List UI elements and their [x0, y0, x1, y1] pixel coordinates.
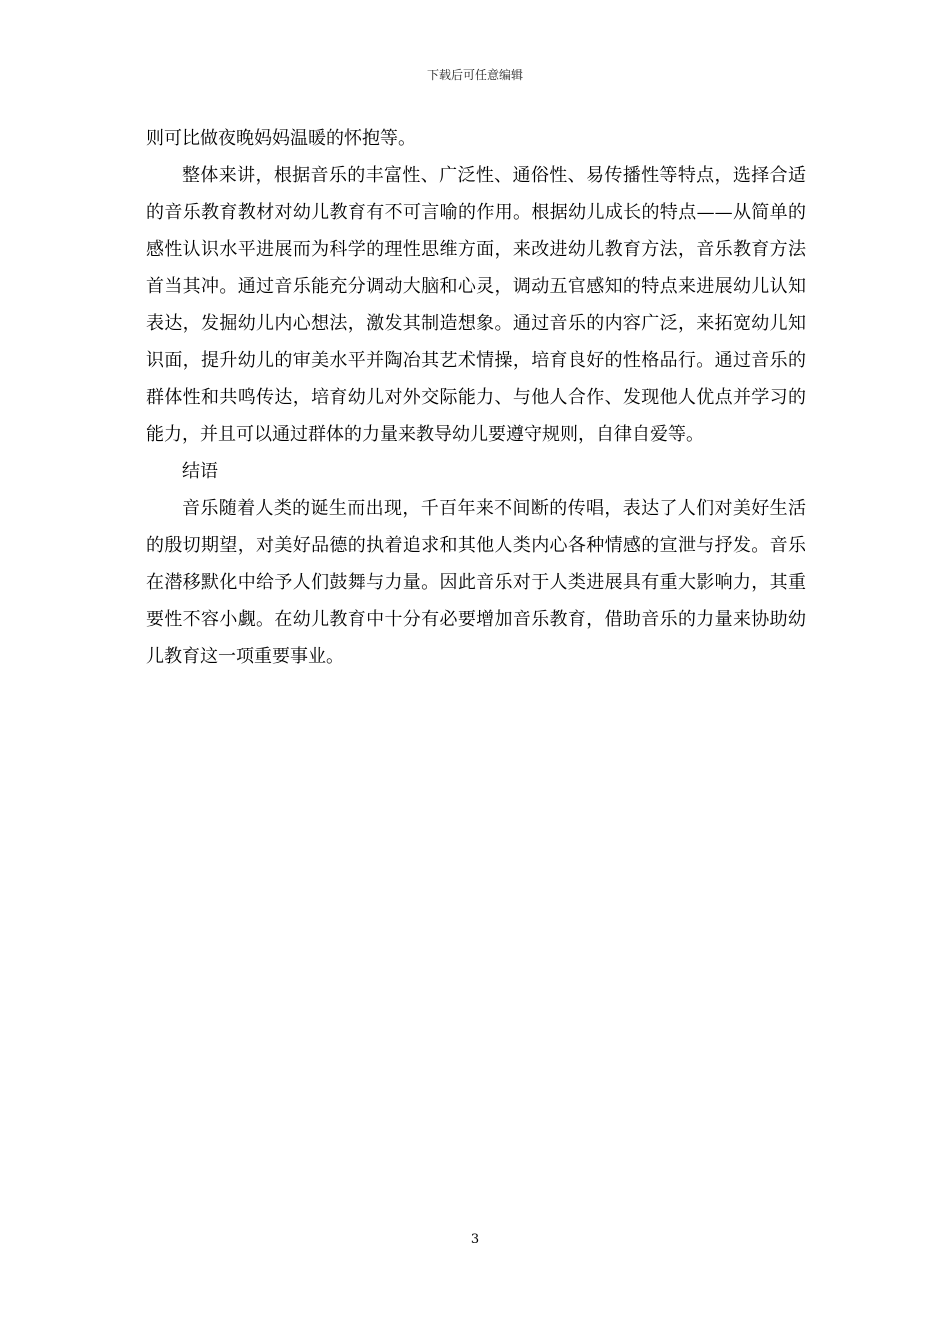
paragraph-continuation: 则可比做夜晚妈妈温暖的怀抱等。 — [146, 128, 416, 149]
page-number: 3 — [470, 1232, 480, 1247]
paragraph-conclusion: 音乐随着人类的诞生而出现，千百年来不间断的传唱，表达了人们对美好生活的殷切期望，对美好品德的执着追求和其他人类内心各种情感的宣泄与抒发。音乐在潜移默化中给予人们鼓舞与力量。因此音乐对于人类进展具有重大影响力，其重要性不容小觑。在幼儿教育中十分有必要增加音乐教育，借助音乐的力量来协助幼儿教育这一项重要事业。 — [146, 498, 806, 667]
section-heading-conclusion: 结语 — [182, 461, 218, 482]
page-header: 下载后可任意编辑 — [426, 68, 523, 82]
paragraph-summary: 整体来讲，根据音乐的丰富性、广泛性、通俗性、易传播性等特点，选择合适的音乐教育教材对幼儿教育有不可言喻的作用。根据幼儿成长的特点——从简单的感性认识水平进展而为科学的理性思维方面，来改进幼儿教育方法，音乐教育方法首当其冲。通过音乐能充分调动大脑和心灵，调动五官感知的特点来进展幼儿认知表达，发掘幼儿内心想法，激发其制造想象。通过音乐的内容广泛，来拓宽幼儿知识面，提升幼儿的审美水平并陶冶其艺术情操，培育良好的性格品行。通过音乐的群体性和共鸣传达，培育幼儿对外交际能力、与他人合作、发现他人优点并学习的能力，并且可以通过群体的力量来教导幼儿要遵守规则，自律自爱等。 — [146, 165, 806, 445]
document-body — [146, 120, 806, 675]
